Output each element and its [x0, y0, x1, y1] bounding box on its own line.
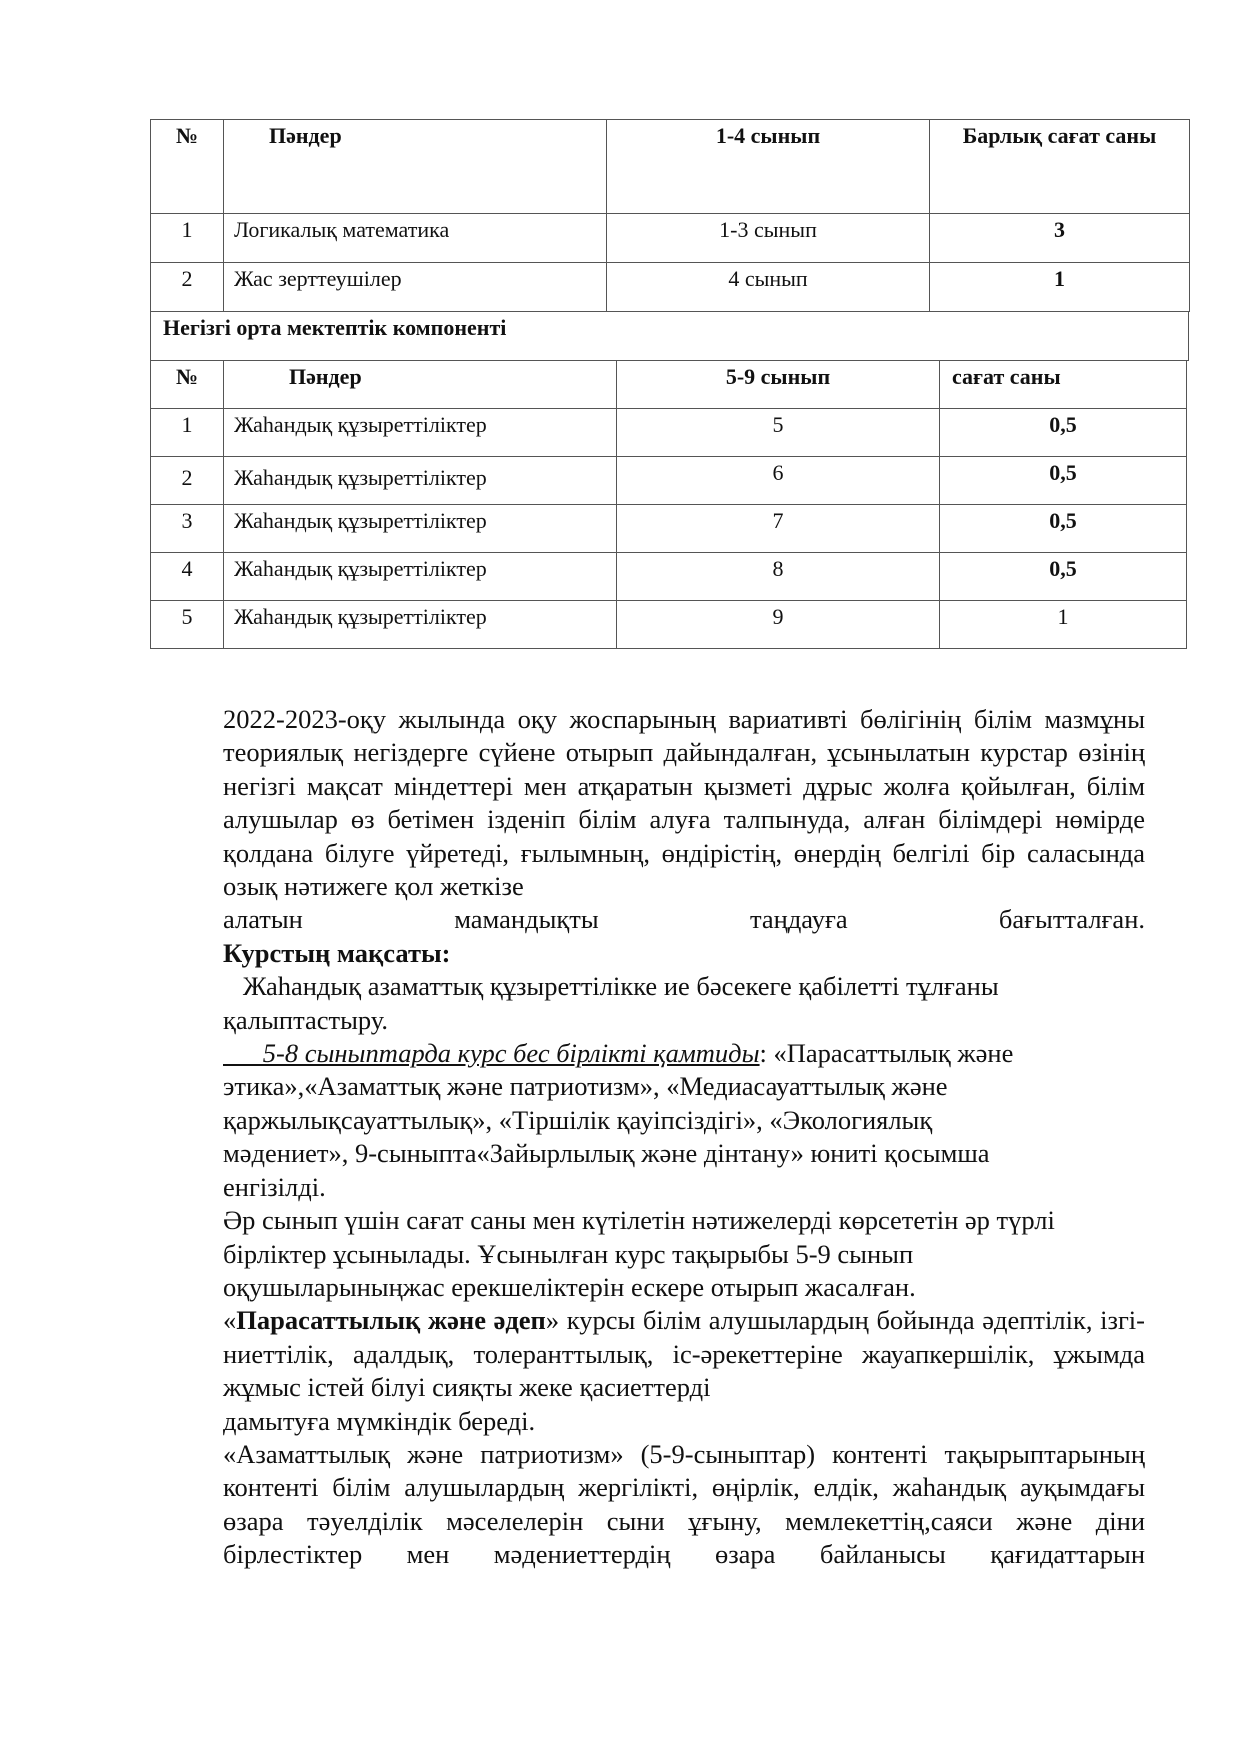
- row-subject: Жас зерттеушілер: [224, 263, 607, 312]
- row-hours: 1: [940, 601, 1187, 649]
- row-hours: 0,5: [940, 505, 1187, 553]
- row-number: 1: [151, 409, 224, 457]
- table-primary-subjects: [150, 119, 1190, 312]
- row-grade: 6: [617, 457, 940, 505]
- row-subject: Жаһандық құзыреттіліктер: [224, 553, 617, 601]
- units-line: қаржылықсауаттылық», «Тіршілік қауіпсіздігі», «Экологиялық: [223, 1104, 933, 1135]
- units-line: [223, 1037, 1145, 1070]
- row-hours: 0,5: [940, 409, 1187, 457]
- row-grade: 9: [617, 601, 940, 649]
- table-secondary-subjects: [150, 360, 1187, 649]
- row-subject: Жаһандық құзыреттіліктер: [224, 409, 617, 457]
- hours-line: оқушыларыныңжас ерекшеліктерін ескере отырып жасалған.: [223, 1271, 916, 1302]
- table-row: [151, 601, 1187, 649]
- body-text: [223, 703, 1145, 1572]
- intro-paragraph-last-line: алатын мамандықты таңдауға бағытталған.: [223, 904, 1145, 935]
- header-number: №: [151, 120, 224, 214]
- header-hours: сағат саны: [940, 361, 1187, 409]
- header-grades: 5-9 сынып: [617, 361, 940, 409]
- units-line: этика»,«Азаматтық және патриотизм», «Медиасауаттылық және: [223, 1071, 948, 1102]
- row-grade: 8: [617, 553, 940, 601]
- row-number: 3: [151, 505, 224, 553]
- table-row: [151, 409, 1187, 457]
- row-hours: 3: [930, 214, 1190, 263]
- table-row: [151, 214, 1190, 263]
- units-line: мәдениет», 9-сыныпта«Зайырлылық және дінтану» юниті қосымша: [223, 1138, 990, 1169]
- row-subject: Жаһандық құзыреттіліктер: [224, 457, 617, 505]
- goal-heading: Курстың мақсаты:: [223, 937, 451, 968]
- goal-line: Жаһандық азаматтық құзыреттілікке ие бәсекеге қабілетті тұлғаны: [223, 971, 999, 1002]
- section-title: Негізгі орта мектептік компоненті: [150, 311, 1189, 361]
- table-row: [151, 263, 1190, 312]
- ethics-text: » курсы білім алушылардың бойында әдептілік, ізгі-ниеттілік, адалдық, толеранттылық, іс-әрекеттеріне жауапкершілік, ұжымда жұмыс істей білуі сияқты жеке қасиеттерді: [223, 1305, 1145, 1403]
- table-header-row: [151, 361, 1187, 409]
- row-subject: Жаһандық құзыреттіліктер: [224, 505, 617, 553]
- table-header-row: [151, 120, 1190, 214]
- row-number: 4: [151, 553, 224, 601]
- ethics-course-title: Парасаттылық және әдеп: [236, 1305, 546, 1336]
- header-total-hours: Барлық сағат саны: [930, 120, 1190, 214]
- goal-line: қалыптастыру.: [223, 1004, 389, 1035]
- header-grades: 1-4 сынып: [607, 120, 930, 214]
- units-line: енгізілді.: [223, 1171, 326, 1202]
- hours-line: Әр сынып үшін сағат саны мен күтілетін нәтижелерді көрсететін әр түрлі: [223, 1205, 1055, 1236]
- units-rest: : «Парасаттылық және: [759, 1038, 1014, 1069]
- row-grade: 7: [617, 505, 940, 553]
- ethics-quote-open: «: [223, 1305, 237, 1336]
- table-row: [151, 505, 1187, 553]
- row-number: 2: [151, 457, 224, 505]
- table-row: [151, 553, 1187, 601]
- header-subjects: Пәндер: [224, 361, 617, 409]
- units-lead: 5-8 сыныптарда курс бес бірлікті қамтиды: [223, 1038, 760, 1069]
- header-number: №: [151, 361, 224, 409]
- row-number: 2: [151, 263, 224, 312]
- row-hours: 0,5: [940, 553, 1187, 601]
- citizenship-paragraph: «Азаматтылық және патриотизм» (5-9-сыныптар) контенті тақырыптарының контенті білім алушылардың жергілікті, өңірлік, елдік, жаһандық ауқымдағы өзара тәуелділік мәселелерін сыни ұғыну, мемлекеттің,саяси және діни бірлестіктер мен мәдениеттердің өзара байланысы қағидаттарын: [223, 1438, 1145, 1570]
- row-number: 5: [151, 601, 224, 649]
- row-subject: Логикалық математика: [224, 214, 607, 263]
- table-row: [151, 457, 1187, 505]
- ethics-paragraph: [223, 1304, 1145, 1404]
- row-hours: 1: [930, 263, 1190, 312]
- hours-line: бірліктер ұсынылады. Ұсынылған курс тақырыбы 5-9 сынып: [223, 1238, 914, 1269]
- intro-paragraph: 2022-2023-оқу жылында оқу жоспарының вариативті бөлігінің білім мазмұны теориялық негіздерге сүйене отырып дайындалған, ұсынылатын курстар өзінің негізгі мақсат міндеттері мен атқаратын қызметі дұрыс жолға қойылған, білім алушылар өз бетімен ізденіп білім алуға талпынуда, алған білімдері нөмірде қолдана білуге үйретеді, ғылымның, өндірістің, өнердің белгілі бір саласында озық нәтижеге қол жеткізе: [223, 704, 1145, 902]
- header-subjects: Пәндер: [224, 120, 607, 214]
- row-grade: 4 сынып: [607, 263, 930, 312]
- row-hours: 0,5: [940, 457, 1187, 505]
- row-subject: Жаһандық құзыреттіліктер: [224, 601, 617, 649]
- row-grade: 5: [617, 409, 940, 457]
- row-number: 1: [151, 214, 224, 263]
- row-grade: 1-3 сынып: [607, 214, 930, 263]
- ethics-paragraph-last-line: дамытуға мүмкіндік береді.: [223, 1405, 536, 1436]
